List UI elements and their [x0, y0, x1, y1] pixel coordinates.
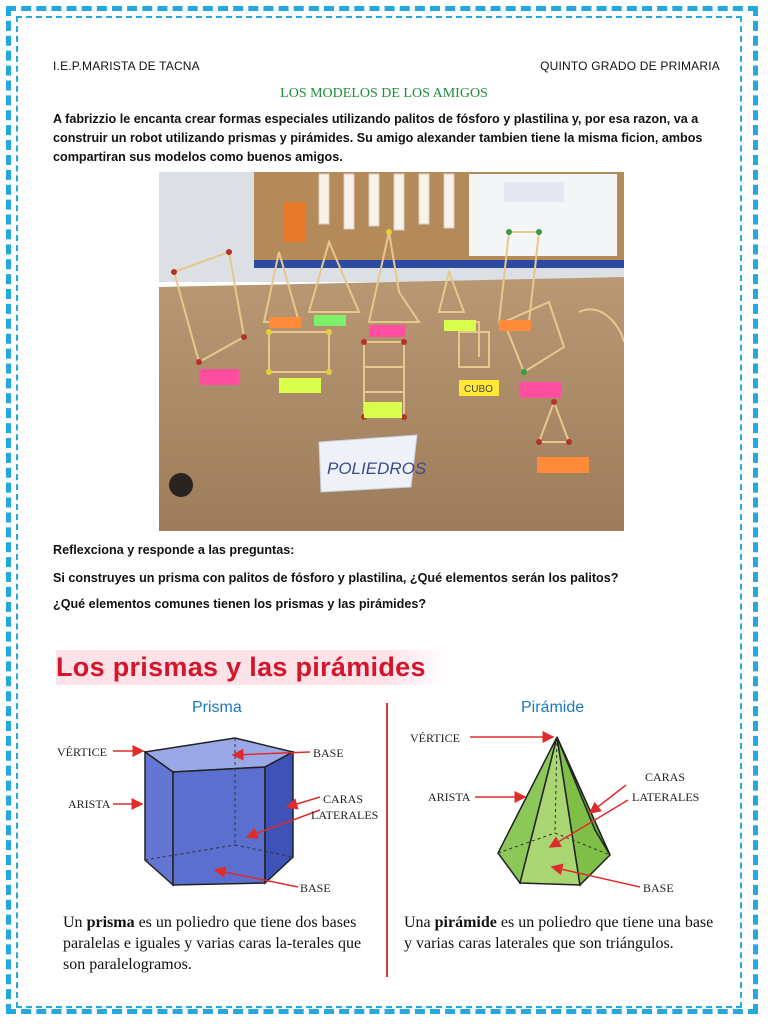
prisma-term: prisma: [86, 914, 135, 931]
poliedros-sign-text: POLIEDROS: [327, 459, 427, 478]
piramide-base-label: BASE: [643, 881, 674, 895]
section-title: Los prismas y las pirámides: [56, 650, 446, 685]
prisma-arista-label: ARISTA: [68, 797, 111, 811]
page-title: LOS MODELOS DE LOS AMIGOS: [280, 86, 488, 101]
piramide-vertice-label: VÉRTICE: [410, 731, 460, 745]
prisma-heading: Prisma: [192, 699, 242, 716]
piramide-term: pirámide: [434, 914, 497, 931]
piramide-heading: Pirámide: [521, 699, 585, 716]
column-divider: [386, 703, 388, 977]
piramide-description: Una pirámide es un poliedro que tiene una base y varias caras laterales que son triángulos.: [404, 914, 714, 952]
prisma-base-bottom-label: BASE: [300, 881, 331, 895]
piramide-arista-label: ARISTA: [428, 790, 471, 804]
cubo-card-text: CUBO: [464, 384, 493, 395]
prisma-base-top-label: BASE: [313, 746, 344, 760]
piramide-laterales-label: LATERALES: [632, 790, 700, 804]
prisma-laterales-label: LATERALES: [311, 808, 379, 822]
polyhedra-photo: [159, 172, 624, 531]
intro-paragraph: A fabrizzio le encanta crear formas especiales utilizando palitos de fósforo y plastilina y, por esa razon, va a construir un robot utilizando prismas y pirámides. Su amigo alexander tambien tiene la misma ficion, ambos compartiran sus modelos como buenos amigos.: [53, 112, 703, 164]
prisma-caras-label: CARAS: [323, 792, 364, 806]
grade-label: QUINTO GRADO DE PRIMARIA: [540, 59, 720, 73]
school-name: I.E.P.MARISTA DE TACNA: [53, 59, 200, 73]
questions-prompt: Reflexciona y responde a las preguntas:: [53, 543, 295, 557]
piramide-diagram: [400, 725, 720, 900]
prisma-vertice-label: VÉRTICE: [57, 745, 107, 759]
question-2: ¿Qué elementos comunes tienen los prismas y las pirámides?: [53, 597, 427, 611]
question-1: Si construyes un prisma con palitos de fósforo y plastilina, ¿Qué elementos serán los palitos?: [53, 571, 619, 585]
prisma-description: Un prisma es un poliedro que tiene dos bases paralelas e iguales y varias caras la-terales que son paralelogramos.: [63, 914, 362, 973]
piramide-caras-label: CARAS: [645, 770, 686, 784]
